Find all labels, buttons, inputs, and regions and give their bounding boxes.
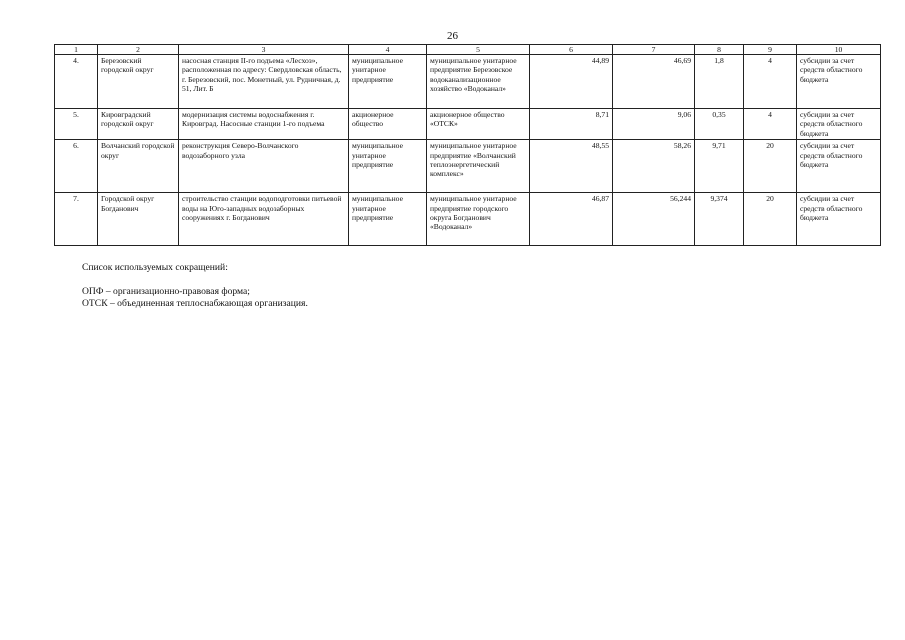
table-row bbox=[55, 193, 881, 246]
value-cell: 8,71 bbox=[530, 109, 613, 140]
value-cell: 4 bbox=[744, 109, 797, 140]
value-cell: 1,8 bbox=[695, 55, 744, 109]
organization-cell: муниципальное унитарное предприятие «Волчанский теплоэнергетический комплекс» bbox=[427, 140, 530, 193]
funding-source-cell: субсидии за счет средств областного бюджета bbox=[797, 140, 881, 193]
object-cell: реконструкция Северо-Волчанского водозаборного узла bbox=[179, 140, 349, 193]
object-cell: строительство станции водоподготовки питьевой воды на Юго-западных водозаборных сооружениях г. Богданович bbox=[179, 193, 349, 246]
abbreviation-item: ОПФ – организационно-правовая форма; bbox=[82, 286, 250, 297]
funding-source-cell: субсидии за счет средств областного бюджета bbox=[797, 193, 881, 246]
project-table bbox=[54, 44, 881, 246]
value-cell: 46,69 bbox=[613, 55, 695, 109]
column-header: 9 bbox=[744, 45, 797, 55]
value-cell: 20 bbox=[744, 193, 797, 246]
value-cell: 4 bbox=[744, 55, 797, 109]
column-header: 10 bbox=[797, 45, 881, 55]
column-header: 8 bbox=[695, 45, 744, 55]
object-cell: модернизация системы водоснабжения г. Кировград. Насосные станции 1-го подъема bbox=[179, 109, 349, 140]
municipality-cell: Кировградский городской округ bbox=[98, 109, 179, 140]
column-header: 4 bbox=[349, 45, 427, 55]
value-cell: 9,71 bbox=[695, 140, 744, 193]
organization-cell: акционерное общество «ОТСК» bbox=[427, 109, 530, 140]
municipality-cell: Городской округ Богданович bbox=[98, 193, 179, 246]
column-header: 1 bbox=[55, 45, 98, 55]
row-number-cell: 4. bbox=[55, 55, 98, 109]
value-cell: 9,374 bbox=[695, 193, 744, 246]
municipality-cell: Волчанский городской округ bbox=[98, 140, 179, 193]
legal-form-cell: муниципальное унитарное предприятие bbox=[349, 193, 427, 246]
legal-form-cell: акционерное общество bbox=[349, 109, 427, 140]
table-header-row bbox=[55, 45, 881, 55]
page-number: 26 bbox=[447, 30, 458, 42]
value-cell: 0,35 bbox=[695, 109, 744, 140]
column-header: 5 bbox=[427, 45, 530, 55]
value-cell: 46,87 bbox=[530, 193, 613, 246]
value-cell: 44,89 bbox=[530, 55, 613, 109]
object-cell: насосная станция II-го подъема «Лесхоз», расположенная по адресу: Свердловская область, г. Березовский, пос. Монетный, ул. Рудничная, д. 51, Лит. Б bbox=[179, 55, 349, 109]
abbreviations-title: Список используемых сокращений: bbox=[82, 262, 228, 273]
row-number-cell: 7. bbox=[55, 193, 98, 246]
value-cell: 20 bbox=[744, 140, 797, 193]
value-cell: 9,06 bbox=[613, 109, 695, 140]
column-header: 7 bbox=[613, 45, 695, 55]
table-row bbox=[55, 109, 881, 140]
table-row bbox=[55, 55, 881, 109]
abbreviations-section bbox=[82, 262, 308, 310]
value-cell: 58,26 bbox=[613, 140, 695, 193]
municipality-cell: Березовский городской округ bbox=[98, 55, 179, 109]
row-number-cell: 6. bbox=[55, 140, 98, 193]
value-cell: 56,244 bbox=[613, 193, 695, 246]
organization-cell: муниципальное унитарное предприятие городского округа Богданович «Водоканал» bbox=[427, 193, 530, 246]
column-header: 3 bbox=[179, 45, 349, 55]
organization-cell: муниципальное унитарное предприятие Березовское водоканализационное хозяйство «Водоканал» bbox=[427, 55, 530, 109]
value-cell: 48,55 bbox=[530, 140, 613, 193]
abbreviation-item: ОТСК – объединенная теплоснабжающая организация. bbox=[82, 298, 308, 309]
legal-form-cell: муниципальное унитарное предприятие bbox=[349, 55, 427, 109]
funding-source-cell: субсидии за счет средств областного бюджета bbox=[797, 109, 881, 140]
column-header: 6 bbox=[530, 45, 613, 55]
legal-form-cell: муниципальное унитарное предприятие bbox=[349, 140, 427, 193]
column-header: 2 bbox=[98, 45, 179, 55]
table-row bbox=[55, 140, 881, 193]
row-number-cell: 5. bbox=[55, 109, 98, 140]
funding-source-cell: субсидии за счет средств областного бюджета bbox=[797, 55, 881, 109]
